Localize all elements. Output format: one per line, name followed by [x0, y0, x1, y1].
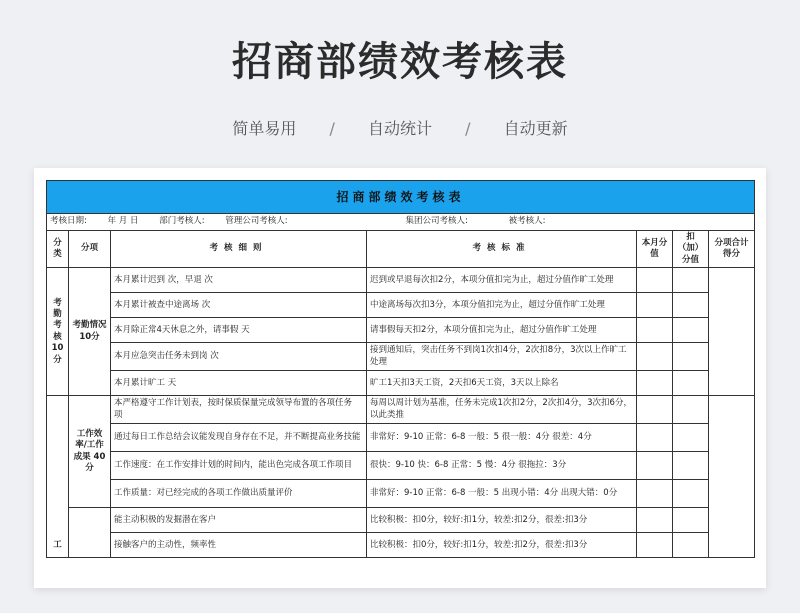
meta-date-value[interactable]: 年 月 日 — [107, 216, 139, 227]
header-subtotal: 分项合计得分 — [709, 231, 755, 268]
standard-cell: 每周以周计划为基准，任务未完成1次扣2分，2次扣4分，3次扣6分，以此类推 — [367, 396, 637, 424]
standard-cell: 迟到或早退每次扣2分，本项分值扣完为止，超过分值作旷工处理 — [367, 268, 637, 293]
score-cell[interactable] — [637, 268, 673, 293]
category-cell: 工 — [47, 396, 69, 558]
standard-cell: 比较积极：扣0分，较好:扣1分，较差:扣2分，很差:扣3分 — [367, 508, 637, 533]
adjust-cell[interactable] — [673, 452, 709, 480]
standard-cell: 很快：9-10 快：6-8 正常：5 慢：4分 很拖拉：3分 — [367, 452, 637, 480]
meta-dept-reviewer[interactable]: 部门考核人: — [159, 216, 205, 227]
subtotal-cell[interactable] — [709, 268, 755, 396]
score-cell[interactable] — [637, 343, 673, 371]
score-cell[interactable] — [637, 371, 673, 396]
table-row — [47, 480, 755, 508]
detail-cell: 本月累计被查中途离场 次 — [111, 293, 367, 318]
adjust-cell[interactable] — [673, 533, 709, 558]
header-plus-minus: 扣（加）分值 — [673, 231, 709, 268]
adjust-cell[interactable] — [673, 371, 709, 396]
subtotal-cell[interactable] — [709, 396, 755, 558]
header-category: 分类 — [47, 231, 69, 268]
header-subitem: 分项 — [69, 231, 111, 268]
adjust-cell[interactable] — [673, 396, 709, 424]
standard-cell: 非常好：9-10 正常：6-8 一般：5 很一般：4分 很差：4分 — [367, 424, 637, 452]
detail-cell: 本月除正常4天休息之外，请事假 天 — [111, 318, 367, 343]
header-standard: 考核标准 — [367, 231, 637, 268]
standard-cell: 比较积极：扣0分，较好:扣1分，较差:扣2分，很差:扣3分 — [367, 533, 637, 558]
subtitle-item-easy: 简单易用 — [232, 119, 297, 138]
detail-cell: 通过每日工作总结会议能发现自身存在不足，并不断提高业务技能 — [111, 424, 367, 452]
category-cell: 考勤考核10分 — [47, 268, 69, 396]
score-cell[interactable] — [637, 318, 673, 343]
adjust-cell[interactable] — [673, 268, 709, 293]
score-cell[interactable] — [637, 452, 673, 480]
page-subtitle — [0, 116, 800, 139]
standard-cell: 中途离场每次扣3分，本项分值扣完为止，超过分值作旷工处理 — [367, 293, 637, 318]
table-row — [47, 318, 755, 343]
meta-mgmt-reviewer[interactable]: 管理公司考核人: — [225, 216, 288, 227]
detail-cell: 本月应急突击任务未到岗 次 — [111, 343, 367, 371]
detail-cell: 接触客户的主动性，频率性 — [111, 533, 367, 558]
meta-date-label: 考核日期: — [50, 216, 87, 227]
adjust-cell[interactable] — [673, 424, 709, 452]
score-cell[interactable] — [637, 424, 673, 452]
table-row — [47, 508, 755, 533]
standard-cell: 请事假每天扣2分，本项分值扣完为止，超过分值作旷工处理 — [367, 318, 637, 343]
table-row — [47, 371, 755, 396]
subtitle-item-auto-stats: 自动统计 — [367, 119, 432, 138]
meta-row-right — [367, 214, 755, 231]
detail-cell: 本月累计旷工 天 — [111, 371, 367, 396]
score-cell[interactable] — [637, 396, 673, 424]
adjust-cell[interactable] — [673, 343, 709, 371]
subtitle-separator: / — [329, 119, 335, 138]
table-row — [47, 424, 755, 452]
adjust-cell[interactable] — [673, 508, 709, 533]
detail-cell: 本月累计迟到 次，早退 次 — [111, 268, 367, 293]
standard-cell: 接到通知后，突击任务不到岗1次扣4分，2次扣8分，3次以上作旷工处理 — [367, 343, 637, 371]
detail-cell: 工作质量：对已经完成的各项工作做出质量评价 — [111, 480, 367, 508]
table-row — [47, 452, 755, 480]
table-row — [47, 293, 755, 318]
standard-cell: 非常好：9-10 正常：6-8 一般：5 出现小错：4分 出现大错：0分 — [367, 480, 637, 508]
table-row — [47, 343, 755, 371]
spreadsheet-preview — [34, 168, 766, 588]
score-cell[interactable] — [637, 480, 673, 508]
subtitle-item-auto-update: 自动更新 — [503, 119, 568, 138]
meta-row-left — [47, 214, 367, 231]
subitem-cell: 考勤情况10分 — [69, 268, 111, 396]
table-row — [47, 396, 755, 424]
standard-cell: 旷工1天扣3天工资，2天扣6天工资，3天以上除名 — [367, 371, 637, 396]
meta-group-reviewer[interactable]: 集团公司考核人: — [405, 216, 468, 227]
score-cell[interactable] — [637, 533, 673, 558]
table-row — [47, 268, 755, 293]
page-title: 招商部绩效考核表 — [232, 39, 568, 85]
appraisal-table — [46, 180, 755, 558]
subtitle-separator: / — [465, 119, 471, 138]
meta-reviewee[interactable]: 被考核人: — [508, 216, 546, 227]
detail-cell: 工作速度：在工作安排计划的时间内，能出色完成各项工作项目 — [111, 452, 367, 480]
detail-cell: 能主动积极的发掘潜在客户 — [111, 508, 367, 533]
adjust-cell[interactable] — [673, 293, 709, 318]
subitem-cell — [69, 508, 111, 558]
adjust-cell[interactable] — [673, 480, 709, 508]
sheet-title: 招商部绩效考核表 — [47, 181, 755, 214]
header-monthly-score: 本月分值 — [637, 231, 673, 268]
detail-cell: 本严格遵守工作计划表，按时保质保量完成领导布置的各项任务 项 — [111, 396, 367, 424]
table-row — [47, 533, 755, 558]
header-detail: 考核细则 — [111, 231, 367, 268]
subitem-cell: 工作效率/工作成果 40分 — [69, 396, 111, 508]
score-cell[interactable] — [637, 293, 673, 318]
adjust-cell[interactable] — [673, 318, 709, 343]
score-cell[interactable] — [637, 508, 673, 533]
